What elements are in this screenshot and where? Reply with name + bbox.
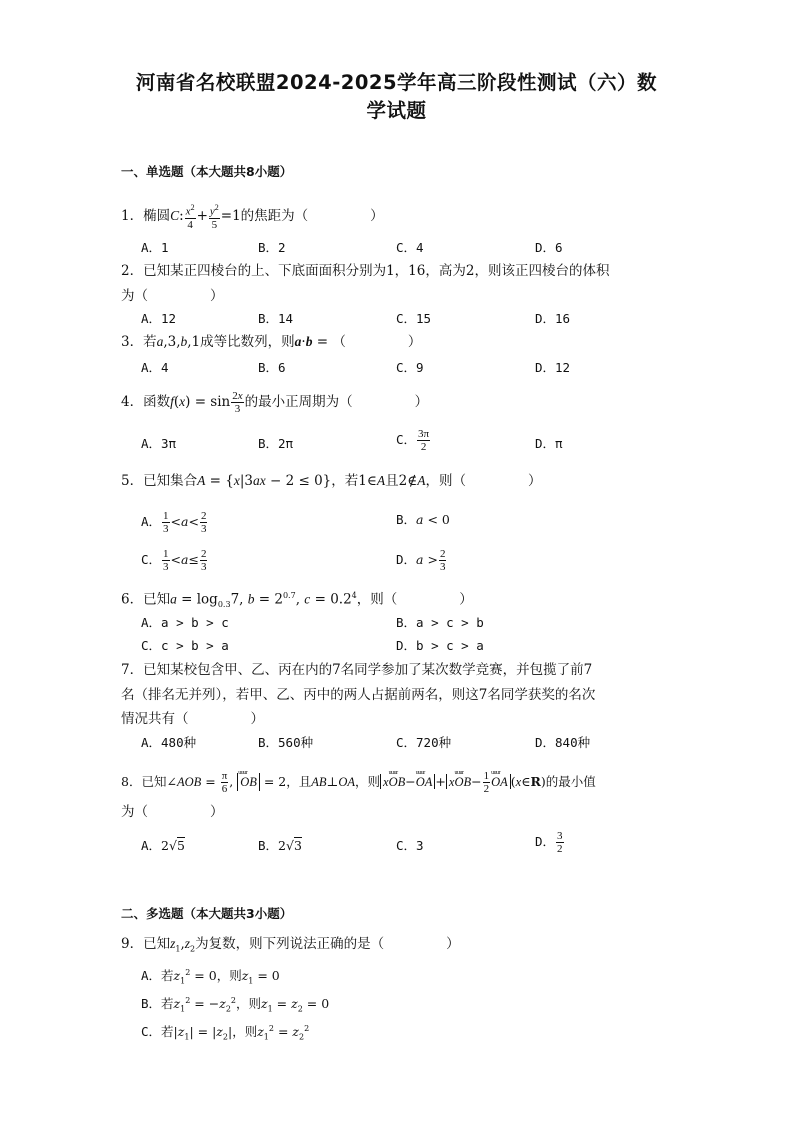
- option: C．9: [396, 360, 424, 375]
- option: B．a > c > b: [396, 615, 484, 630]
- option: C． $\frac{3\pi}{2}$: [396, 428, 430, 453]
- option: C． $\frac{1}{3}$ <a≤ $\frac{2}{3}$: [141, 548, 207, 573]
- option: C．4: [396, 240, 424, 255]
- question-7-line1: 7．已知某校包含甲、乙、丙在内的7名同学参加了某次数学竞赛，并包揽了前7: [121, 662, 593, 678]
- option: B．2√3: [258, 838, 302, 853]
- option: D．6: [535, 240, 563, 255]
- option: B．2π: [258, 436, 294, 451]
- option: C．3: [396, 838, 424, 853]
- option: C．15: [396, 311, 432, 326]
- question-8-line1: 8．已知∠AOB = $\frac{\pi}{6}$ , uuur OB = 2，且AB⊥OA，则 xuuur OB−uuur OA + xuuur OB− $\frac{1}{2}$ uuur OA (x∈R)的最小值: [121, 770, 596, 795]
- section-multi-choice: 二、多选题（本大题共3小题）: [121, 906, 293, 921]
- option: B．若$z_1^2 = -z_2^2$，则$z_1 = z_2 = 0$: [141, 996, 330, 1014]
- option: B．2: [258, 240, 286, 255]
- option: D．840种: [535, 735, 591, 750]
- question-3: 3．若a,3,b,1成等比数列，则a·b = （ ）: [121, 334, 422, 350]
- question-1: 1．椭圆C: $\frac{x^2}{4}$ + $\frac{y^2}{5}$ =1的焦距为（ ）: [121, 203, 384, 231]
- option: B．560种: [258, 735, 314, 750]
- option: A．4: [141, 360, 169, 375]
- option: D．a > $\frac{2}{3}$: [396, 548, 446, 573]
- option: B．14: [258, 311, 294, 326]
- question-7-line3: 情况共有（ ）: [121, 711, 264, 727]
- option: A．3π: [141, 436, 177, 451]
- option: A．12: [141, 311, 177, 326]
- option: C．720种: [396, 735, 452, 750]
- q1-ellipse-formula: C: [170, 207, 180, 223]
- option: D． $\frac{3}{2}$: [535, 830, 563, 855]
- option: A．若$z_1^2 = 0$，则$z_1 = 0$: [141, 968, 280, 986]
- option: A． $\frac{1}{3}$ <a< $\frac{2}{3}$: [141, 510, 207, 535]
- question-2-line1: 2．已知某正四棱台的上、下底面面积分别为1，16，高为2，则该正四棱台的体积: [121, 263, 610, 279]
- question-2-line2: 为（ ）: [121, 288, 224, 304]
- question-4: 4．函数f(x) = sin $\frac{2x}{3}$ 的最小正周期为（ ）: [121, 390, 429, 415]
- question-9: 9．已知$z_1,z_2$为复数，则下列说法正确的是（ ）: [121, 936, 460, 954]
- section-single-choice: 一、单选题（本大题共8小题）: [121, 164, 293, 179]
- option: C．若$|z_1| = |z_2|$，则$z_1^2 = z_2^2$: [141, 1024, 310, 1042]
- question-8-line2: 为（ ）: [121, 804, 224, 820]
- question-5: 5．已知集合A = {x|3ax − 2 ≤ 0}，若1∈A且2∉A，则（ ）: [121, 473, 542, 489]
- option: C．c > b > a: [141, 638, 229, 653]
- question-7-line2: 名（排名无并列），若甲、乙、丙中的两人占据前两名，则这7名同学获奖的名次: [121, 687, 596, 703]
- option: B．a < 0: [396, 512, 450, 527]
- option: A．480种: [141, 735, 197, 750]
- question-6: 6．已知$a = \log_{0.3}7$, $b = 2^{0.7}$, $c = 0.2^4$，则（ ）: [121, 591, 473, 610]
- option: D．12: [535, 360, 571, 375]
- exam-title-line2: 学试题: [366, 99, 427, 122]
- option: D．16: [535, 311, 571, 326]
- option: D．π: [535, 436, 563, 451]
- option: A．a > b > c: [141, 615, 229, 630]
- exam-title-line1: 河南省名校联盟2024-2025学年高三阶段性测试（六）数: [135, 71, 658, 94]
- option: A．2√5: [141, 838, 185, 853]
- option: B．6: [258, 360, 286, 375]
- option: A．1: [141, 240, 169, 255]
- option: D．b > c > a: [396, 638, 484, 653]
